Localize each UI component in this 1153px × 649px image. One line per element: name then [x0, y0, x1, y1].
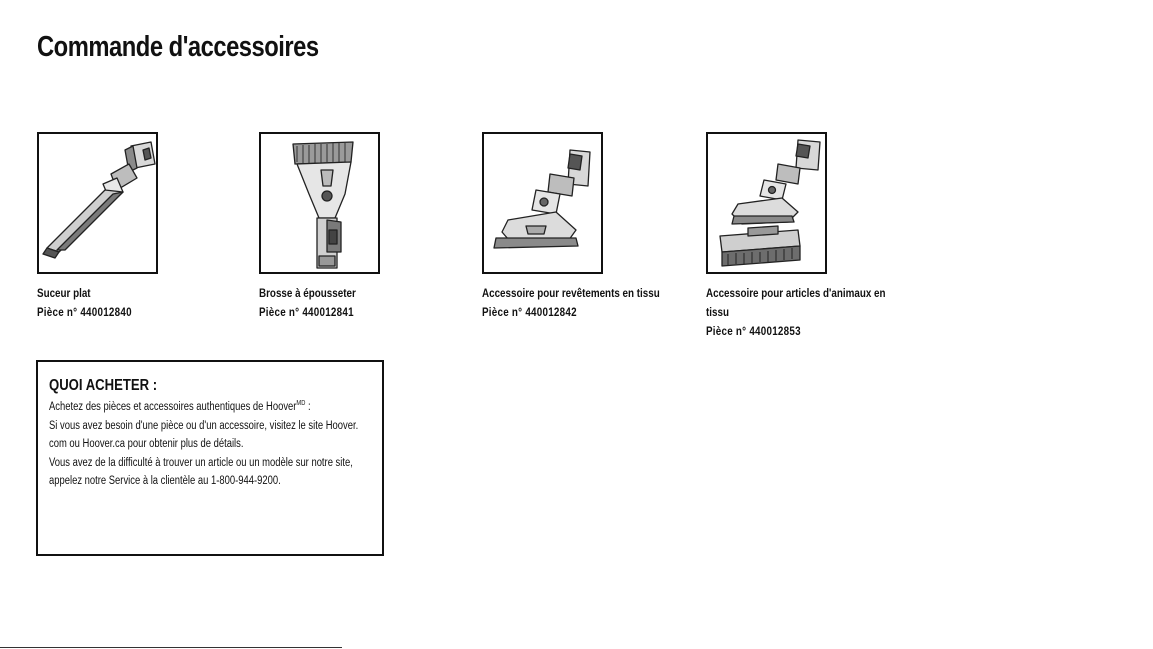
page-title: Commande d'accessoires: [37, 31, 319, 63]
product-name: Accessoire pour articles d'animaux en tissu: [706, 286, 886, 319]
product-card-pet-upholstery-tool: [706, 132, 906, 341]
product-name: Accessoire pour revêtements en tissu: [482, 286, 660, 300]
crevice-tool-icon: [39, 134, 156, 272]
trademark-superscript: MD: [296, 400, 306, 408]
info-line-3: com ou Hoover.ca pour obtenir plus de détails.: [49, 438, 244, 450]
dusting-brush-icon: [261, 134, 378, 272]
info-line-2: Si vous avez besoin d'une pièce ou d'un accessoire, visitez le site Hoover.: [49, 419, 359, 432]
info-line-5: appelez notre Service à la clientèle au 1-800-944-9200.: [49, 475, 281, 487]
where-to-buy-title: QUOI ACHETER :: [49, 377, 158, 394]
info-line-1: Achetez des pièces et accessoires authentiques de Hoover$^{MD}$ :: [49, 400, 311, 413]
product-photo-frame: [259, 132, 380, 274]
product-card-upholstery-tool: [482, 132, 682, 322]
product-card-crevice-tool: [37, 132, 237, 322]
product-photo-frame: [482, 132, 603, 274]
product-photo-frame: [706, 132, 827, 274]
product-name: Brosse à épousseter: [259, 286, 356, 300]
product-part-number: Pièce n° 440012841: [259, 305, 354, 319]
info-line-4: Vous avez de la difficulté à trouver un article ou un modèle sur notre site,: [49, 456, 353, 469]
product-photo-frame: [37, 132, 158, 274]
product-part-number: Pièce n° 440012853: [706, 324, 801, 338]
product-part-number: Pièce n° 440012840: [37, 305, 132, 319]
product-card-dusting-brush: [259, 132, 459, 322]
product-name: Suceur plat: [37, 286, 91, 300]
footer-rule: [0, 647, 342, 648]
upholstery-tool-icon: [484, 134, 601, 272]
where-to-buy-box: [36, 360, 384, 556]
where-to-buy-content: [49, 376, 369, 491]
product-part-number: Pièce n° 440012842: [482, 305, 577, 319]
pet-upholstery-tool-icon: [708, 134, 825, 272]
